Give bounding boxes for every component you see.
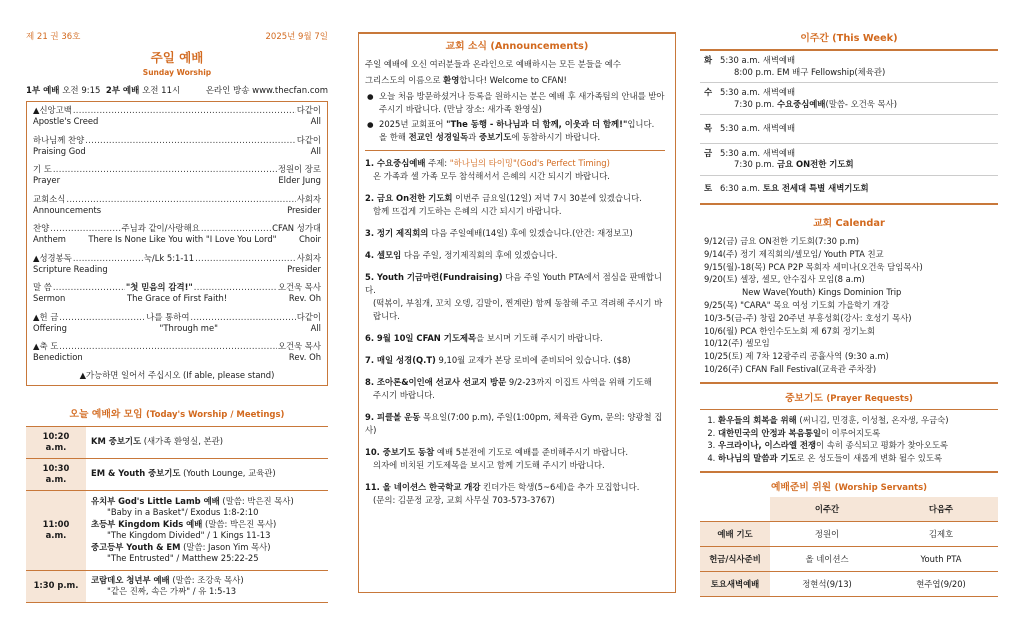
order-ko-right: 사회자 (296, 193, 321, 204)
servants-heading-ko: 예배준비 위원 (770, 481, 832, 493)
order-ko: 말 씀 (33, 282, 52, 292)
order-en: Scripture Reading (33, 263, 108, 274)
list-item: 5. Youth 기금마련(Fundraising) 다음 주일 Youth PTA에서 점심을 판매합니다. (떡볶이, 부침개, 꼬치 오뎅, 김말이, 찐계란) 함께 동참해 주고 격려해 주시기 바랍니다. (365, 272, 663, 321)
order-en-right: Rev. Oh (288, 293, 321, 303)
order-ko: 기 도 (33, 164, 52, 174)
order-ko: ▲성경봉독 (33, 252, 72, 263)
order-ko-mid: 눅/Lk 5:1-11 (143, 252, 195, 263)
order-ko-right: 다같이 (296, 134, 321, 145)
order-ko-right: 사회자 (296, 252, 321, 263)
order-en: Praising God (33, 145, 86, 156)
list-item: 10/26(주) CFAN Fall Festival(교육관 주차장) (704, 363, 877, 374)
meeting-speaker: (말씀: 박은진 목사) (219, 495, 294, 506)
list-item: 1. 환우들의 회복을 위해 (써니김, 민경훈, 이성철, 온자생, 우금숙) (718, 414, 994, 427)
svc1-time: 오전 9:15 (62, 86, 101, 96)
week-heading-ko: 이주간 (800, 33, 829, 44)
cell: 올 네이션스 (770, 546, 884, 571)
event: 5:30 a.m. 새벽예배 (720, 147, 796, 158)
list-item: 9/25(목) "CARA" 목요 여성 기도회 가을학기 개강 (704, 299, 890, 310)
table-row (26, 458, 328, 490)
meeting-name: 초등부 Kingdom Kids 예배 (91, 518, 203, 529)
list-item: 11. 올 네이션스 한국학교 개강 킨더가든 학생(5~6세)을 추가 모집합니다. (문의: 김문정 교장, 교회 사무실 703-573-3767) (365, 482, 640, 505)
row-label: 헌금/식사준비 (700, 546, 770, 571)
meeting-scripture: "같은 진짜, 속은 가짜" / 유 1:5-13 (107, 586, 237, 596)
service-times (26, 84, 328, 96)
order-ko-right: 오건욱 목사 (277, 282, 321, 292)
order-ko: ▲축 도 (33, 341, 59, 351)
prayer-heading-ko: 중보기도 (785, 392, 823, 404)
order-en: Offering (33, 322, 67, 333)
event: 7:30 p.m. 금요 ON전한 기도회 (734, 159, 854, 169)
stand-note: ▲가능하면 일어서 주십시오 (If able, please stand) (79, 369, 275, 380)
order-en-right: All (310, 322, 321, 333)
servants-table (700, 497, 998, 597)
divider (365, 150, 665, 151)
week-heading-en: (This Week) (832, 33, 898, 44)
list-item: 3. 정기 제직회의 다음 주일예배(14일) 후에 있겠습니다.(안건: 재정보고) (365, 228, 633, 238)
order-ko-right: 정원이 장로 (277, 164, 321, 174)
order-item (33, 253, 321, 275)
bullet-list (365, 90, 665, 144)
table-row (700, 521, 998, 546)
list-item: ● 오늘 처음 방문하셨거나 등록을 원하시는 분은 예배 후 새가족팀의 안내를 받아주시기 바랍니다. (만남 장소: 새가족 환영실) (365, 90, 665, 116)
week-heading (700, 30, 998, 44)
svc2-time: 오전 11시 (142, 86, 181, 96)
servants-heading (700, 479, 998, 493)
day-label: 수 (704, 87, 713, 97)
svc1-label: 1부 예배 (26, 86, 60, 96)
order-ko-mid: 나를 통하여 (146, 311, 190, 322)
order-en: Sermon (33, 293, 66, 303)
meeting-scripture: "Baby in a Basket"/ Exodus 1:8-2:10 (107, 507, 259, 517)
order-ko-right: 다같이 (296, 105, 321, 115)
event: 7:30 p.m. 수요중심예배(말씀- 오건욱 목사) (734, 98, 897, 109)
order-item (33, 282, 321, 304)
meeting-place: (새가족 환영실, 본관) (141, 436, 224, 447)
meeting-speaker: (말씀: 조강욱 목사) (169, 574, 244, 585)
meeting-speaker: (말씀: Jason Yim 목사) (180, 541, 271, 552)
order-en: Benediction (33, 352, 83, 362)
online-broadcast: 온라인 방송 www.thecfan.com (205, 86, 328, 96)
list-item: 9. 피클볼 운동 목요일(7:00 p.m), 주일(1:00pm, 체육관 Gym, 문의: 양광철 집사) (365, 412, 663, 435)
list-item: 4. 셀모임 다음 주일, 정기제직회의 후에 있겠습니다. (365, 250, 558, 260)
cell: 김제호 (884, 521, 998, 546)
numbered-list (365, 157, 665, 507)
calendar-heading: 교회 Calendar (813, 218, 885, 229)
week-schedule (700, 49, 998, 201)
list-item: ● 2025년 교회표어 "The 동행 - 하나님과 더 함께, 이웃과 더 함께!"입니다. 올 한해 전교인 성경일독과 중보기도에 동참하시기 바랍니다. (365, 118, 665, 144)
announcements-heading-ko: 교회 소식 (445, 41, 487, 52)
day-row (700, 51, 998, 83)
meeting-name: 중고등부 Youth & EM (91, 541, 181, 552)
order-en: Announcements (33, 204, 102, 215)
announcements-heading (359, 32, 675, 52)
list-item: 10/3-5(금-주) 창립 20주년 부흥성회(강사: 호성기 목사) (704, 312, 912, 323)
list-item: 3. 우크라이나, 이스라엘 전쟁이 속히 종식되고 평화가 찾아오도록 (718, 439, 994, 452)
list-item: 8. 조아론&이인애 선교사 선교지 방문 9/2-23까지 이집트 사역을 위해 기도해 주시기 바랍니다. (365, 377, 652, 400)
order-en-mid: The Grace of First Faith! (127, 293, 228, 303)
order-ko-right: 오건욱 목사 (277, 341, 321, 351)
list-item: New Wave(Youth) Kings Dominion Trip (742, 287, 902, 298)
cell: Youth PTA (884, 546, 998, 571)
order-ko: 교회소식 (33, 193, 66, 204)
order-item (33, 194, 321, 216)
column-header: 이주간 (770, 497, 884, 522)
list-item: 9/20(토) 셀장, 셀모, 안수집사 모임(8 a.m) (704, 274, 865, 285)
order-en-right: Presider (287, 204, 321, 215)
order-item (33, 312, 321, 334)
today-heading-en: (Today's Worship / Meetings) (146, 409, 285, 420)
meeting-name: KM 중보기도 (91, 436, 142, 447)
time-cell: 10:30 a.m. (26, 458, 86, 490)
announcements-heading-en: (Announcements) (490, 41, 589, 52)
order-item (33, 164, 321, 186)
title-ko: 주일 예배 (150, 50, 204, 65)
list-item: 10/12(주) 셀모임 (704, 338, 770, 349)
row-label: 토요새벽예배 (700, 571, 770, 596)
order-en-mid: "Through me" (159, 322, 218, 333)
list-item: 10/25(토) 제 7차 12광주리 공휼사역 (9:30 a.m) (704, 351, 889, 362)
day-row (700, 115, 998, 144)
order-en: Prayer (33, 175, 61, 185)
calendar-list (700, 229, 998, 376)
order-en-right: Presider (287, 263, 321, 274)
cell: 현주엽(9/20) (884, 571, 998, 596)
meeting-name: 유치부 God's Little Lamb 예배 (91, 495, 220, 506)
day-label: 토 (704, 182, 713, 193)
volume: 제 21 권 36호 (26, 32, 81, 42)
order-item (33, 105, 321, 127)
page-title (26, 48, 328, 77)
list-item: 10. 중보기도 동참 예배 5분전에 기도로 예배를 준비해주시기 바랍니다. 의자에 비치된 기도제목을 보시고 함께 기도해 주시기 바랍니다. (365, 447, 629, 470)
row-label: 예배 기도 (700, 521, 770, 546)
order-ko-right: 다같이 (296, 311, 321, 322)
list-item: 4. 하나님의 말씀과 기도로 온 성도들이 새롭게 변화 될수 있도록 (718, 452, 994, 465)
day-row (700, 144, 998, 176)
meeting-name: 코람데오 청년부 예배 (91, 574, 170, 585)
time-cell: 1:30 p.m. (26, 570, 86, 602)
event: 6:30 a.m. 토요 전세대 특별 새벽기도회 (720, 182, 869, 193)
worship-column (26, 30, 328, 603)
intro-line-2: 그리스도의 이름으로 환영합니다! Welcome to CFAN! (365, 75, 567, 85)
title-en: Sunday Worship (142, 68, 212, 77)
schedule-column (700, 30, 998, 597)
table-row (26, 490, 328, 570)
meeting-scripture: "The Kingdom Divided" / 1 Kings 11-13 (107, 530, 271, 540)
order-en-right: Rev. Oh (288, 352, 321, 362)
order-ko: ▲신앙고백 (33, 105, 72, 115)
prayer-list (700, 410, 998, 465)
list-item: 9/12(금) 금요 ON전한 기도회(7:30 p.m) (704, 236, 860, 246)
order-en-right: All (310, 145, 321, 156)
table-row (26, 570, 328, 602)
day-label: 목 (704, 123, 713, 133)
list-item: 10/6(월) PCA 한인수도노회 제 67회 정기노회 (704, 325, 876, 336)
cell: 정현석(9/13) (770, 571, 884, 596)
order-ko-mid: 주님과 같이/사랑해요 (121, 223, 200, 233)
order-of-worship (26, 101, 328, 386)
meeting-place: (Youth Lounge, 교육관) (180, 468, 276, 479)
list-item: 9/15(월)-18(목) PCA P2P 목회자 세미나(오건욱 담임목사) (704, 261, 923, 272)
order-ko: 하나님께 찬양 (33, 134, 85, 145)
prayer-heading (700, 390, 998, 404)
table-row (700, 571, 998, 596)
order-item (33, 223, 321, 245)
meeting-name: EM & Youth 중보기도 (91, 468, 181, 479)
list-item: 2. 금요 On전한 기도회 이번주 금요일(12일) 저녁 7시 30분에 있겠습니다. 함께 뜨겁게 기도하는 은혜의 시간 되시기 바랍니다. (365, 193, 642, 216)
order-en-mid: There Is None Like You with "I Love You Lord" (88, 234, 277, 244)
day-label: 금 (704, 147, 713, 158)
list-item: 1. 수요중심예배 주제: "하나님의 타이밍"(God's Perfect Timing) 온 가족과 셀 가족 모두 참석해서서 은혜의 시간 되시기 바랍니다. (365, 158, 610, 181)
event: 5:30 a.m. 새벽예배 (720, 87, 796, 97)
servants-heading-en: (Worship Servants) (834, 482, 928, 493)
event: 8:00 p.m. EM 배구 Fellowship(체육관) (734, 66, 886, 77)
order-item (33, 341, 321, 363)
day-row (700, 176, 998, 202)
order-item (33, 135, 321, 157)
today-heading-ko: 오늘 예배와 모임 (69, 408, 143, 420)
time-cell: 11:00 a.m. (26, 490, 86, 570)
event: 5:30 a.m. 새벽예배 (720, 55, 796, 65)
order-ko: 찬양 (33, 223, 50, 233)
order-en-right: Elder Jung (278, 175, 321, 185)
order-en: Apostle's Creed (33, 116, 99, 126)
cell: 정원이 (770, 521, 884, 546)
date: 2025년 9월 7일 (265, 32, 328, 42)
prayer-heading-en: (Prayer Requests) (826, 393, 913, 404)
table-header (700, 497, 998, 522)
intro-line-1: 주일 예배에 오신 여러분들과 온라인으로 예배하시는 모든 분들을 예수 (365, 59, 621, 69)
order-ko: ▲헌 금 (33, 311, 59, 322)
announcements-body (359, 52, 675, 507)
table-row (700, 546, 998, 571)
order-ko-right: CFAN 성가대 (272, 223, 321, 233)
svc2-label: 2부 예배 (105, 86, 140, 96)
order-ko-mid: "첫 믿음의 감격!" (125, 282, 193, 292)
list-item: 6. 9월 10일 CFAN 기도제목을 보시며 기도해 주시기 바랍니다. (365, 333, 603, 343)
day-label: 화 (704, 55, 713, 65)
table-row (26, 426, 328, 458)
order-en: Anthem (33, 234, 66, 244)
list-item: 2. 대한민국의 안정과 복음통일이 이루어지도록 (718, 427, 994, 440)
meeting-scripture: "The Entrusted" / Matthew 25:22-25 (107, 553, 259, 563)
order-en-right: All (310, 116, 321, 126)
meeting-speaker: (말씀: 박은진 목사) (202, 518, 277, 529)
column-header: 다음주 (884, 497, 998, 522)
list-item: 7. 매일 성경(Q.T) 9,10월 교재가 본당 로비에 준비되어 있습니다. ($8) (365, 355, 631, 365)
today-heading (26, 406, 328, 420)
order-en-right: Choir (298, 234, 321, 244)
bulletin-meta (26, 30, 328, 42)
time-cell: 10:20 a.m. (26, 426, 86, 458)
list-item: 9/14(주) 정기 제직회의/셀모임/ Youth PTA 친교 (704, 248, 884, 259)
today-table (26, 426, 328, 603)
event: 5:30 a.m. 새벽예배 (720, 123, 796, 133)
announcements-column (358, 32, 676, 593)
day-row (700, 83, 998, 115)
